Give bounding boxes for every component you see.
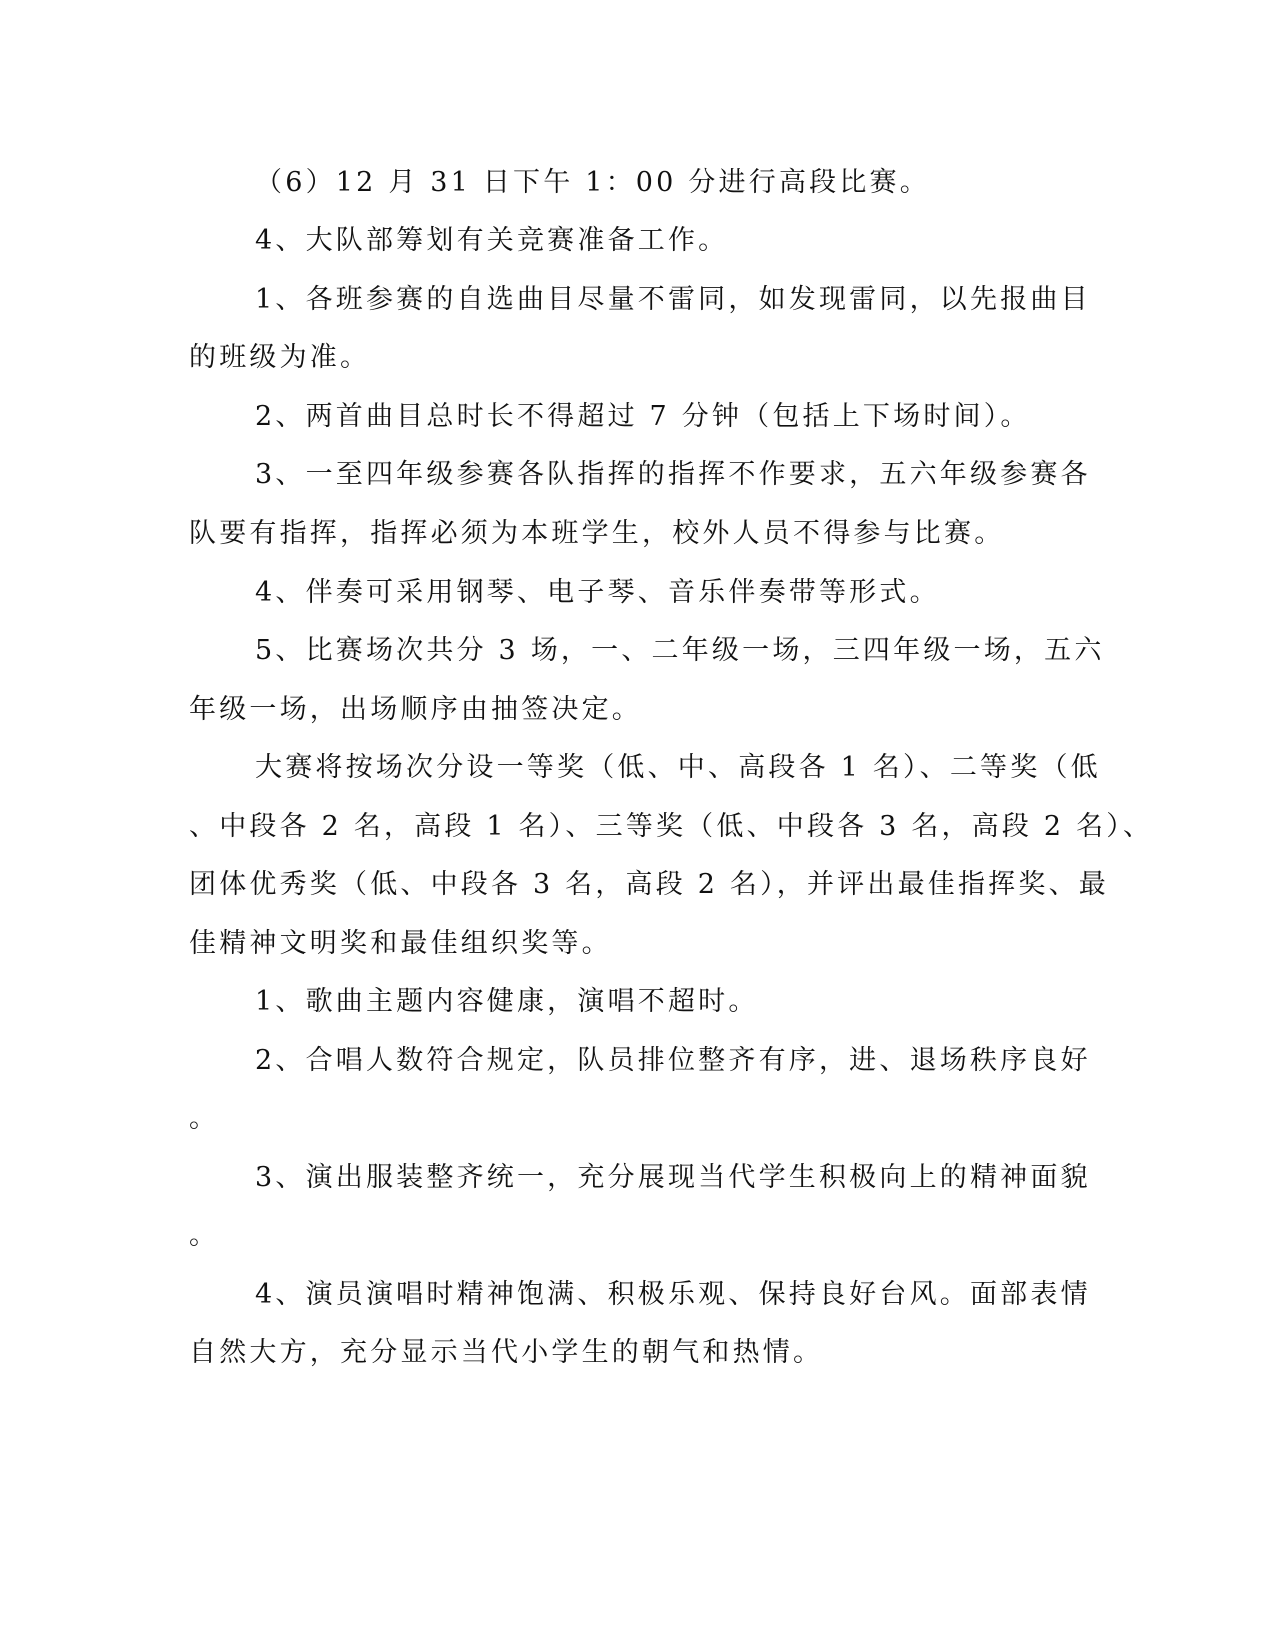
- text-line: 1、歌曲主题内容健康，演唱不超时。: [255, 986, 759, 1017]
- text-line: 佳精神文明奖和最佳组织奖等。: [189, 928, 612, 959]
- text-line: 2、两首曲目总时长不得超过 7 分钟（包括上下场时间）。: [255, 401, 1031, 432]
- text-line: 3、演出服装整齐统一，充分展现当代学生积极向上的精神面貌: [255, 1162, 1091, 1193]
- text-line: 1、各班参赛的自选曲目尽量不雷同，如发现雷同，以先报曲目: [255, 284, 1091, 315]
- text-line: 4、伴奏可采用钢琴、电子琴、音乐伴奏带等形式。: [255, 577, 940, 608]
- text-line: 4、大队部筹划有关竞赛准备工作。: [255, 225, 729, 256]
- text-line: 4、演员演唱时精神饱满、积极乐观、保持良好台风。面部表情: [255, 1279, 1091, 1310]
- text-line: 3、一至四年级参赛各队指挥的指挥不作要求，五六年级参赛各: [255, 459, 1091, 490]
- text-line: 年级一场，出场顺序由抽签决定。: [189, 694, 642, 725]
- text-line: 。: [189, 1220, 220, 1251]
- text-line: 的班级为准。: [189, 342, 371, 373]
- text-line: （6）12 月 31 日下午 1：00 分进行高段比赛。: [255, 167, 930, 198]
- text-line: 2、合唱人数符合规定，队员排位整齐有序，进、退场秩序良好: [255, 1045, 1091, 1076]
- text-line: 团体优秀奖（低、中段各 3 名，高段 2 名），并评出最佳指挥奖、最: [189, 869, 1109, 900]
- text-line: 5、比赛场次共分 3 场，一、二年级一场，三四年级一场，五六: [255, 635, 1105, 666]
- text-line: 大赛将按场次分设一等奖（低、中、高段各 1 名）、二等奖（低: [255, 752, 1101, 783]
- text-line: 。: [189, 1103, 220, 1134]
- text-line: 队要有指挥，指挥必须为本班学生，校外人员不得参与比赛。: [189, 518, 1005, 549]
- text-line: 自然大方，充分显示当代小学生的朝气和热情。: [189, 1337, 824, 1368]
- text-line: 、中段各 2 名，高段 1 名）、三等奖（低、中段各 3 名，高段 2 名）、: [189, 811, 1154, 842]
